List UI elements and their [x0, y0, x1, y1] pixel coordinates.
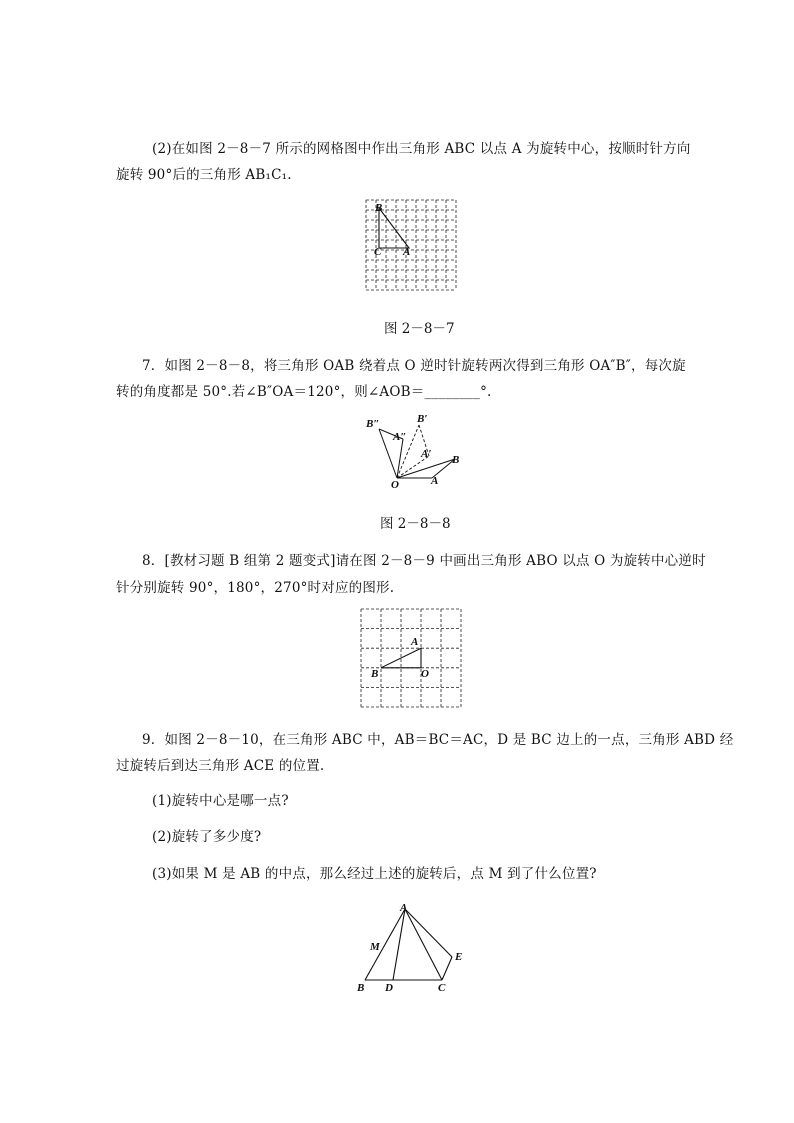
label-B: B — [371, 668, 379, 680]
label-A: A — [403, 246, 411, 258]
label-B2: B″ — [366, 418, 380, 430]
q8-text-line2: 针分别旋转 90°，180°，270°时对应的图形. — [116, 580, 395, 596]
label-E: E — [455, 951, 463, 963]
figure-2-8-8 — [362, 412, 472, 492]
q9-text-line2: 过旋转后到达三角形 ACE 的位置. — [116, 758, 325, 774]
label-A1: A′ — [421, 448, 432, 460]
q7-text-line1: 7．如图 2－8－8，将三角形 OAB 绕着点 O 逆时针旋转两次得到三角形 OA″B″，每次旋 — [142, 358, 686, 374]
triangle-abc — [379, 208, 409, 248]
figure-2-8-9-grid — [361, 609, 461, 707]
label-B: B — [375, 202, 383, 214]
figure-2-8-10 — [352, 900, 472, 995]
label-A2: A″ — [393, 431, 407, 443]
label-A: A — [400, 902, 408, 914]
label-B1: B′ — [417, 413, 428, 425]
figure-2-8-7 — [366, 200, 458, 292]
triangle-oab — [397, 459, 455, 478]
label-B: B — [357, 982, 365, 994]
label-C: C — [374, 246, 382, 258]
figure-2-8-9 — [361, 609, 462, 708]
label-M: M — [370, 941, 380, 953]
label-C: C — [438, 982, 446, 994]
q9-text-line1: 9．如图 2－8－10，在三角形 ABC 中，AB＝BC＝AC，D 是 BC 边上的一点，三角形 ABD 经 — [142, 732, 734, 748]
caption-2-8-8: 图 2－8－8 — [380, 516, 451, 532]
label-A: A — [411, 636, 419, 648]
q9-sub1: (1)旋转中心是哪一点? — [152, 793, 289, 809]
q8-text-line1: 8．[教材习题 B 组第 2 题变式]请在图 2－8－9 中画出三角形 ABO 以点 O 为旋转中心逆时 — [142, 553, 706, 569]
label-A: A — [431, 475, 439, 487]
q6-text-line2: 旋转 90°后的三角形 AB₁C₁. — [116, 167, 292, 183]
q6-text-line1: (2)在如图 2－8－7 所示的网格图中作出三角形 ABC 以点 A 为旋转中心，按顺时针方向 — [152, 141, 691, 157]
q9-sub2: (2)旋转了多少度? — [152, 829, 262, 845]
caption-2-8-7: 图 2－8－7 — [384, 321, 455, 337]
label-B: B — [452, 454, 460, 466]
label-D: D — [385, 982, 393, 994]
label-O: O — [391, 479, 399, 491]
label-O: O — [421, 668, 429, 680]
q7-text-line2: 转的角度都是 50°.若∠B″OA＝120°，则∠AOB＝________°. — [116, 384, 492, 400]
q9-sub3: (3)如果 M 是 AB 的中点，那么经过上述的旋转后，点 M 到了什么位置? — [152, 866, 597, 882]
